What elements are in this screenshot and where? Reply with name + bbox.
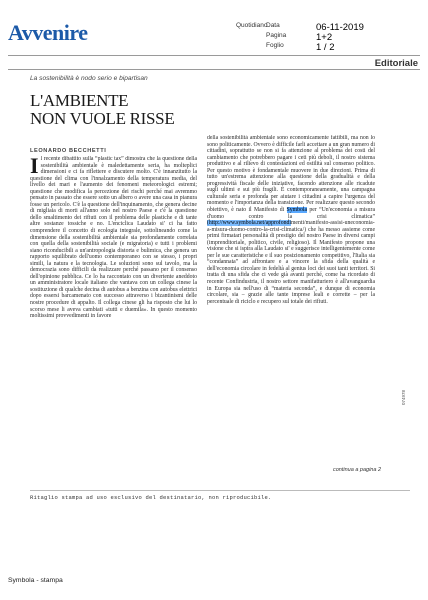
meta-row-sheet	[236, 42, 416, 52]
headline-line: NON VUOLE RISSE	[30, 109, 175, 128]
header-rule	[8, 55, 420, 56]
meta-key: Pagina	[266, 32, 287, 39]
highlighted-url[interactable]: (http://www.symbola.net/approfondi	[207, 220, 291, 227]
headline	[30, 92, 210, 128]
footer-rule	[30, 490, 410, 491]
meta-key: Foglio	[266, 42, 284, 49]
meta-value-sheet: 1 / 2	[316, 42, 335, 53]
newspaper-logo: Avvenire	[8, 20, 88, 45]
kicker: La sostenibilità è nodo serio e bipartisan	[30, 75, 148, 82]
column-text: della sostenibilità ambientale sono economicamente fattibili, ma non lo sono politicamente. Ovvero è difficile farli accettare a un gran numero di cittadini, soprattutto se non si fa attenzione al problema dei costi del cambiamento che potrebbero pagare i ceti più deboli, il nostro sistema produttivo e al rilievo di contestazioni ed ostilità sul consenso politico. Per questo motivo è fondamentale muovere in due direzioni. Prima di tutto un'estrema attenzione alla questione della gradualità e della progressività fiscale delle iniziative, facendo attenzione alle ricadute sugli ultimi e sui più fragili. È contemporaneamente, una campagna culturale seria e profonda per aiutare i cittadini a capire l'urgenza del momento e l'importanza della transizione. Per realizzare questo secondo obiettivo, è nato il Manifesto di	[207, 135, 375, 214]
drop-cap: I	[30, 156, 39, 178]
footer-label: Symbola - stampa	[8, 577, 63, 584]
clipping-id: 074978	[401, 389, 406, 405]
source-label: Quotidiano	[236, 22, 268, 29]
column-text: per “Un'economia a misura d'uomo contro la crisi climatica”	[207, 207, 375, 220]
article-column-2	[207, 135, 375, 491]
column-text: l recente dibattito sulla “plastic tax” dimostra che la questione della sostenibilità ambientale è maledettamente seria, ha molteplici dimensioni e ci fa riflettere e discutere molto. C'è innanzitutto la questione del clima con l'innalzamento della temperatura media, del livello dei mari e l'aumento dei fenomeni meteorologici estremi; questione che modifica la percezione dei rischi perché mai avremmo pensato in passato che essere sotto un albero o avere una casa in pianura fosse un pericolo. C'è la questione dell'inquinamento, che genera decine di migliaia di morti all'anno solo nel nostro Paese e c'è la questione dello smaltimento dei rifiuti con il problema delle plastiche e di tante altre sostanze tossiche e no. L'enciclica Laudato si' ci ha fatto comprendere il concetto di ecologia integrale, sottolineando come la dimensione della sostenibilità ambientale sia profondamente correlata con quella della sostenibilità sociale (e migratoria) e tutti i problemi siano riconducibili a un'antropologia distorta e bulimica, che genera un rapporto squilibrato dell'uomo contemporaneo con se stesso, i propri simili, la natura e la tecnologia. Le soluzioni sono sul tavolo, ma la democrazia sono difficili da realizzare perché passano per il consenso dell'opinione pubblica. Ce lo ha raccontato con un divertente aneddoto un amministratore locale italiano che vantava con un collega cinese la sostituzione di qualche decina di autobus a benzina con autobus elettrici dopo essersi barcamenato con successo attraverso i bizantinismi delle nostre procedure di appalto. Il collega cinese gli ha risposto che lui lo scorso mese li aveva cambiati «tutti e duemila». In questo momento moltissimi provvedimenti in favore	[30, 156, 197, 320]
section-label: Editoriale	[374, 58, 418, 69]
meta-key: Data	[266, 22, 280, 29]
headline-line: L'AMBIENTE	[30, 91, 129, 110]
article-column-1	[30, 156, 197, 492]
section-rule	[8, 69, 420, 70]
continued-note: continua a pagina 2	[333, 467, 382, 473]
meta-row-date	[236, 22, 416, 32]
meta-value-date: 06-11-2019	[316, 22, 364, 33]
meta-row-page	[236, 32, 416, 42]
highlighted-word: Symbola	[286, 207, 307, 214]
meta-value-page: 1+2	[316, 32, 333, 43]
copyright-disclaimer: Ritaglio stampa ad uso esclusivo del destinatario, non riproducibile.	[30, 494, 272, 501]
column-text: menti/manifesto-assisi-uneconomia-a-misura-duomo-contro-la-crisi-climatica/) che ha messo assieme come primi firmatari personalità di prestigio del nostro Paese in diversi campi (imprenditoriale, politico, civile, religioso). Il Manifesto propone una visione che si ispira alla Laudato si' e suggerisce intelligentemente come per le sue caratteristiche e il suo posizionamento competitivo, l'Italia sia “condannata” ad affrontare e a vincere la sfida della qualità e dell'economia circolare in fedeltà al genius loci dei suoi tanti territori. Si tratta di una sfida che ci vede già avanti perché, come ha ricordato di recente Confindustria, il nostro settore manifatturiero è all'avanguardia in Europa sia nell'uso di “materia seconda”, e dunque di economia circolare, sia – grazie alle tante imprese leali e corrette – per la percentuale di riciclo e recupero sul totale dei rifiuti.	[207, 220, 375, 305]
byline: LEONARDO BECCHETTI	[30, 148, 107, 154]
